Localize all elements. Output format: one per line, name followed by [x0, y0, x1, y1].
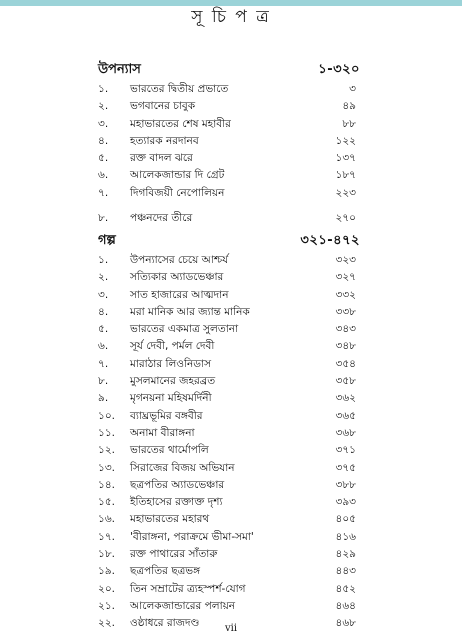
- entry-title: ভারতের একমাত্র সুলতানা: [130, 323, 239, 336]
- entry-title: ব্যাঘ্রভূমির বঙ্গবীর: [130, 409, 203, 422]
- section-header: [98, 60, 360, 82]
- toc-entry: [98, 270, 356, 287]
- entry-number: ১৬.: [98, 513, 115, 526]
- section-stories: [98, 231, 360, 634]
- toc-entry: [98, 461, 356, 478]
- entry-number: ৪.: [98, 305, 109, 318]
- toc-entry: [98, 322, 356, 339]
- toc-list: [98, 253, 356, 634]
- entry-title: ছত্রপতির অ্যাডভেঞ্চার: [130, 478, 225, 491]
- page-folio: vii: [224, 623, 238, 634]
- entry-number: ২০.: [98, 582, 115, 595]
- entry-number: ১৪.: [98, 478, 115, 491]
- toc-entry: [98, 339, 356, 356]
- page-title: সূ চি প ত্র: [191, 7, 271, 27]
- entry-number: ৪.: [98, 134, 109, 147]
- entry-title: ওষ্ঠাধরে রাজদণ্ড: [130, 617, 200, 630]
- entry-title: মৃগনয়না মহিষমর্দিনী: [130, 392, 212, 405]
- toc-entry: [98, 151, 356, 168]
- entry-number: ৯.: [98, 392, 109, 405]
- entry-title: মারাঠার লিওনিডাস: [130, 357, 212, 370]
- toc-entry: [98, 305, 356, 322]
- entry-title: রক্ত পাথারের সাঁতারু: [130, 548, 218, 561]
- entry-number: ১৯.: [98, 565, 115, 578]
- entry-number: ২.: [98, 100, 109, 113]
- toc-entry: [98, 134, 356, 151]
- entry-number: ১৮.: [98, 548, 115, 561]
- section-header: [98, 231, 360, 253]
- entry-number: ৫.: [98, 152, 109, 165]
- entry-page-number: ৩: [349, 83, 356, 95]
- entry-page-number: ১৮৭: [335, 169, 356, 182]
- section-name: গল্প: [98, 233, 116, 248]
- entry-title: সূর্য দেবী, পর্মল দেবী: [130, 340, 215, 353]
- entry-page-number: ৪১৬: [335, 530, 356, 543]
- entry-page-number: ২৭০: [335, 212, 356, 225]
- toc-entry: [98, 288, 356, 305]
- entry-number: ৭.: [98, 357, 109, 370]
- toc-entry: [98, 495, 356, 512]
- entry-number: ১৩.: [98, 461, 115, 474]
- entry-title: সিরাজের বিজয় অভিযান: [130, 461, 235, 474]
- entry-number: ৫.: [98, 323, 109, 336]
- section-name: উপন্যাস: [98, 62, 141, 77]
- entry-title: মুসলমানের জহরব্রত: [130, 375, 216, 388]
- entry-number: ৬.: [98, 169, 109, 182]
- entry-title: রক্ত বাদল ঝরে: [130, 152, 193, 165]
- toc-entry: [98, 512, 356, 529]
- entry-page-number: ৩২৭: [335, 271, 356, 284]
- section-novels: [98, 60, 360, 228]
- entry-title: ভারতের থার্মোপলি: [130, 444, 209, 457]
- entry-page-number: ৩৬২: [335, 392, 356, 405]
- entry-number: ৮.: [98, 212, 109, 225]
- entry-number: ৮.: [98, 375, 109, 388]
- entry-page-number: ৩৬৫: [335, 409, 356, 422]
- entry-page-number: ৪৫২: [335, 582, 356, 595]
- entry-title: মহাভারতের মহারথ: [130, 513, 210, 526]
- toc-entry: [98, 426, 356, 443]
- toc-entry: [98, 82, 356, 99]
- entry-number: ৩.: [98, 117, 109, 130]
- entry-title: মরা মানিক আর জ্যান্ত মানিক: [130, 305, 250, 318]
- entry-number: ২২.: [98, 617, 115, 630]
- entry-title: ভারতের দ্বিতীয় প্রভাতে: [130, 83, 229, 95]
- entry-page-number: ৩৭৫: [335, 461, 356, 474]
- section-page-range: ১-৩২০: [318, 62, 360, 77]
- section-page-range: ৩২১-৪৭২: [300, 233, 360, 248]
- entry-title: অনামা বীরাঙ্গনা: [130, 426, 195, 439]
- toc-entry: [98, 117, 356, 134]
- entry-title: 'বীরাঙ্গনা, পরাক্রমে ভীমা-সমা': [130, 530, 254, 543]
- toc-entry: [98, 253, 356, 270]
- toc-entry: [98, 478, 356, 495]
- entry-title: সত্যিকার অ্যাডভেঞ্চার: [130, 271, 224, 284]
- entry-title: ছত্রপতির ছত্রভঙ্গ: [130, 565, 201, 578]
- entry-title: ইতিহাসের রক্তাক্ত দৃশ্য: [130, 496, 223, 509]
- entry-page-number: ১৩৭: [335, 152, 356, 165]
- entry-page-number: ৩৫৪: [335, 357, 356, 370]
- entry-page-number: ৪৯: [342, 100, 356, 113]
- entry-page-number: ২২৩: [335, 186, 356, 199]
- entry-page-number: ৩২৩: [335, 254, 356, 266]
- entry-page-number: ৩৪৩: [335, 323, 356, 336]
- entry-title: আলেকজান্ডার দি গ্রেট: [130, 169, 225, 182]
- toc-entry: [98, 357, 356, 374]
- entry-page-number: ৩৪৮: [335, 340, 356, 353]
- entry-page-number: ৮৮: [342, 117, 356, 130]
- entry-number: ১৭.: [98, 530, 115, 543]
- toc-entry: [98, 391, 356, 408]
- entry-number: ২.: [98, 271, 109, 284]
- entry-title: সাত হাজারের আত্মদান: [130, 288, 229, 301]
- entry-title: পঞ্চনদের তীরে: [130, 212, 193, 225]
- entry-number: ১.: [98, 83, 109, 95]
- entry-title: উপন্যাসের চেয়ে আশ্চর্য: [130, 254, 229, 266]
- entry-title: দিগবিজয়ী নেপোলিয়ন: [130, 186, 225, 199]
- entry-page-number: ৪৬৪: [335, 599, 356, 612]
- entry-number: ৭.: [98, 186, 109, 199]
- toc-entry: [98, 443, 356, 460]
- entry-title: ভগবানের চাবুক: [130, 100, 196, 113]
- toc-list: [98, 82, 356, 228]
- entry-title: হত্যারক নরদানব: [130, 134, 199, 147]
- toc-entry: [98, 99, 356, 116]
- entry-page-number: ৩৮৮: [335, 478, 356, 491]
- entry-number: ২১.: [98, 599, 115, 612]
- entry-page-number: ৪০৫: [335, 513, 356, 526]
- entry-page-number: ৪৪৩: [335, 565, 356, 578]
- toc-entry: [98, 599, 356, 616]
- toc-entry: [98, 547, 356, 564]
- toc-entry: [98, 564, 356, 581]
- entry-number: ৬.: [98, 340, 109, 353]
- entry-number: ১৫.: [98, 496, 115, 509]
- entry-page-number: ৩৯৩: [335, 496, 356, 509]
- toc-entry: [98, 211, 356, 228]
- toc-entry: [98, 374, 356, 391]
- entry-number: ৩.: [98, 288, 109, 301]
- toc-entry: [98, 409, 356, 426]
- entry-title: মহাভারতের শেষ মহাবীর: [130, 117, 231, 130]
- entry-page-number: ১২২: [335, 134, 356, 147]
- entry-number: ১২.: [98, 444, 115, 457]
- entry-page-number: ৩৬৮: [335, 426, 356, 439]
- toc-entry: [98, 168, 356, 185]
- entry-number: ১.: [98, 254, 109, 266]
- toc-entry: [98, 186, 356, 203]
- entry-title: আলেকজান্ডারের পলায়ন: [130, 599, 236, 612]
- entry-page-number: ৪৬৮: [335, 617, 356, 630]
- entry-page-number: ৪২৯: [335, 548, 356, 561]
- entry-page-number: ৩৩৮: [335, 305, 356, 318]
- entry-number: ১০.: [98, 409, 115, 422]
- entry-page-number: ৩৫৮: [335, 375, 356, 388]
- entry-number: ১১.: [98, 426, 115, 439]
- entry-page-number: ৩৩২: [335, 288, 356, 301]
- toc-entry: [98, 530, 356, 547]
- toc-entry: [98, 582, 356, 599]
- entry-page-number: ৩৭১: [335, 444, 356, 457]
- entry-title: তিন সম্রাটের ত্র্যহস্পর্শ-যোগ: [130, 582, 246, 595]
